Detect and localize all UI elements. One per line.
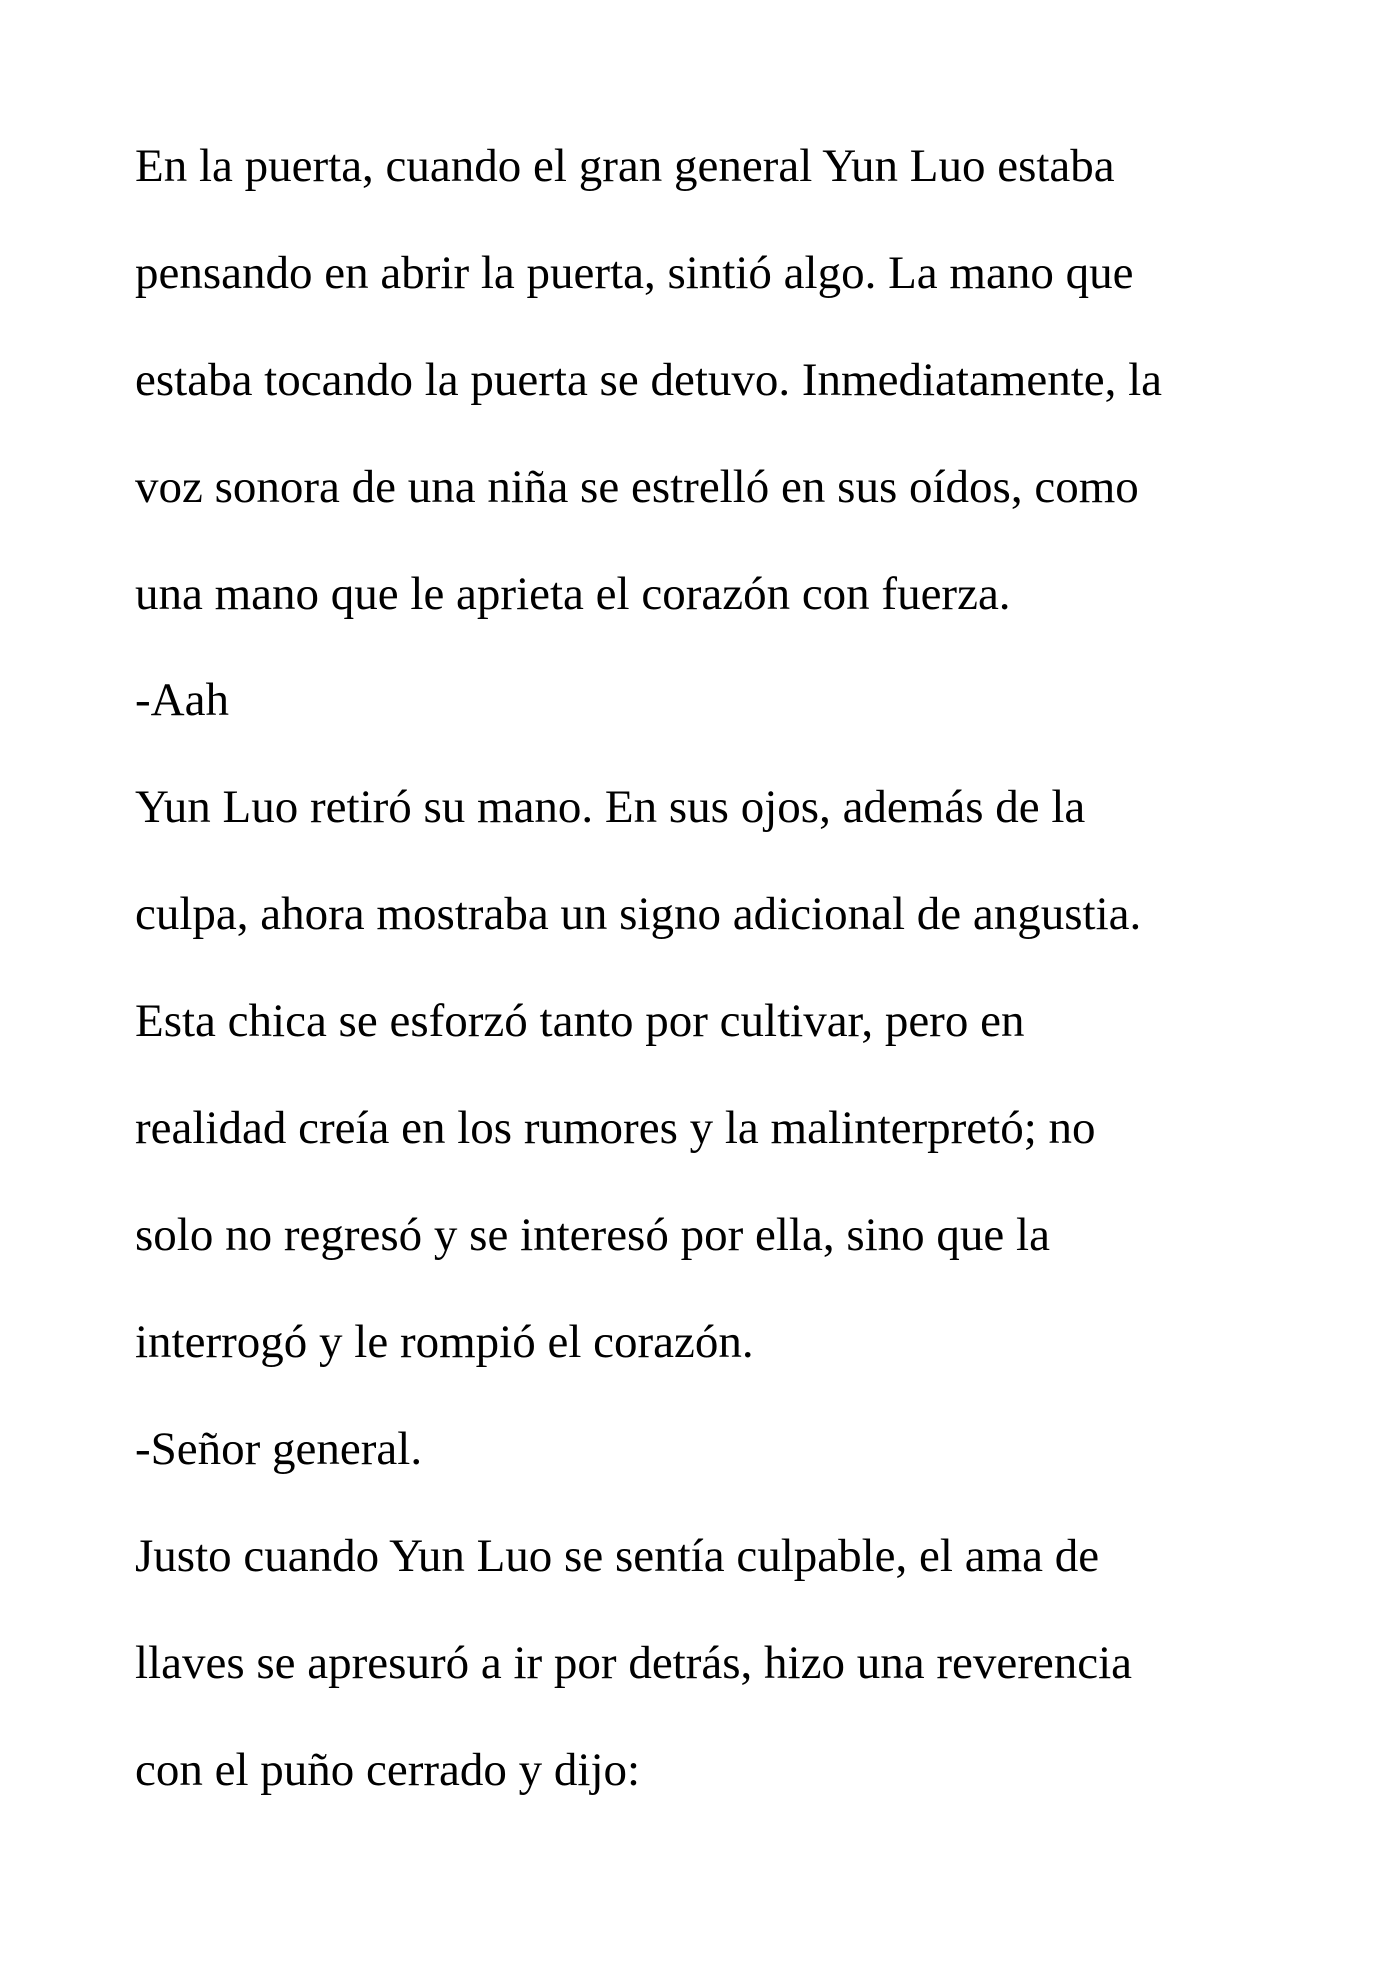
text-line: una mano que le aprieta el corazón con fuerza. (135, 568, 1011, 620)
text-line: estaba tocando la puerta se detuvo. Inmediatamente, la (135, 354, 1163, 406)
text-line: Esta chica se esforzó tanto por cultivar, pero en (135, 995, 1025, 1047)
text-line: pensando en abrir la puerta, sintió algo. La mano que (135, 247, 1134, 299)
text-line: solo no regresó y se interesó por ella, sino que la (135, 1209, 1050, 1261)
text-line: realidad creía en los rumores y la malinterpretó; no (135, 1102, 1096, 1154)
dialogue-line: -Señor general. (135, 1423, 423, 1475)
text-line: En la puerta, cuando el gran general Yun Luo estaba (135, 140, 1115, 192)
text-line: interrogó y le rompió el corazón. (135, 1316, 754, 1368)
text-line: Justo cuando Yun Luo se sentía culpable, el ama de (135, 1530, 1100, 1582)
text-line: Yun Luo retiró su mano. En sus ojos, además de la (135, 781, 1086, 833)
dialogue-line: -Aah (135, 674, 229, 726)
text-line: con el puño cerrado y dijo: (135, 1744, 641, 1796)
text-line: culpa, ahora mostraba un signo adicional de angustia. (135, 888, 1142, 940)
text-line: voz sonora de una niña se estrelló en sus oídos, como (135, 461, 1139, 513)
text-line: llaves se apresuró a ir por detrás, hizo una reverencia (135, 1637, 1132, 1689)
